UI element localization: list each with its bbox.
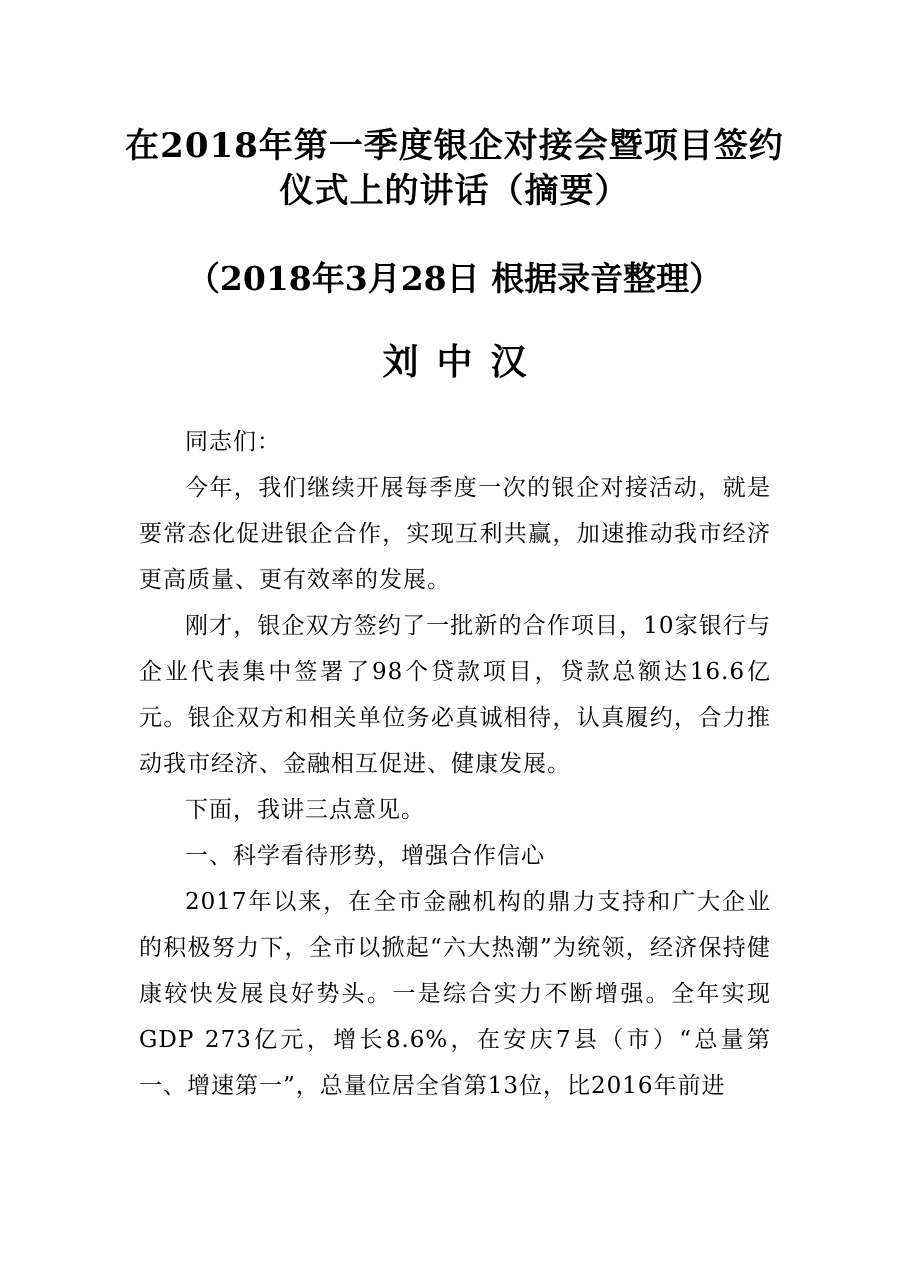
signing-paragraph: 刚才，银企双方签约了一批新的合作项目，10家银行与企业代表集中签署了98个贷款项目，贷款总额达16.6亿元。银企双方和相关单位务必真诚相待，认真履约，合力推动我市经济、金融相互促进、健康发展。 (139, 613, 771, 777)
document-date-note: （2018年3月28日 根据录音整理） (186, 259, 723, 298)
document-title-line-1: 在2018年第一季度银企对接会暨项目签约 (125, 126, 784, 166)
intro-paragraph: 今年，我们继续开展每季度一次的银企对接活动，就是要常态化促进银企合作，实现互利共赢，加速推动我市经济更高质量、更有效率的发展。 (139, 475, 771, 593)
document-title-line-2: 仪式上的讲话（摘要） (279, 171, 630, 211)
section-heading-1: 一、科学看待形势，增强合作信心 (185, 843, 545, 869)
outline-paragraph: 下面，我讲三点意见。 (185, 797, 425, 823)
speaker-name: 刘中汉 (382, 341, 545, 383)
economy-paragraph: 2017年以来，在全市金融机构的鼎力支持和广大企业的积极努力下，全市以掀起“六大热潮”为统领，经济保持健康较快发展良好势头。一是综合实力不断增强。全年实现GDP 273亿元，增长8.6%，在安庆7县（市）“总量第一、增速第一”，总量位居全省第13位，比2016年前进 (139, 889, 771, 1099)
speech-body (139, 419, 771, 1109)
salutation-paragraph: 同志们： (185, 429, 281, 455)
